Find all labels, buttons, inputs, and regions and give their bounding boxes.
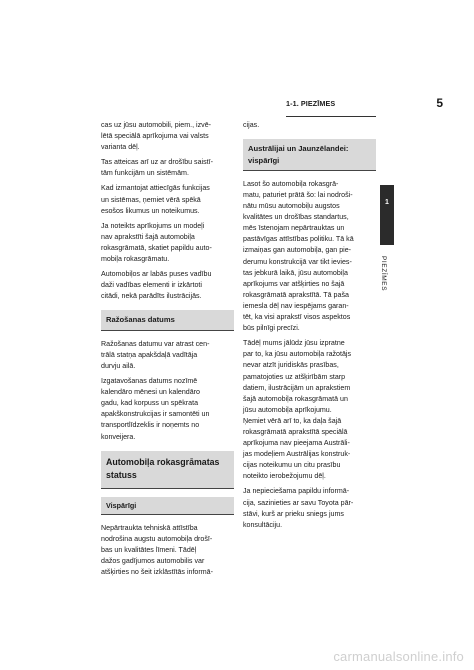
- intro-paragraph: cijas.: [243, 121, 260, 129]
- chapter-tab-label: [380, 250, 394, 310]
- paragraph: Nepārtraukta tehniskā attīstība nodrošina augstu automobiļa drošī- bas un kvalitātes līmeni. Tādēļ dažos gadījumos automobilis var atšķirties no šeit izklāstītās informā-: [101, 524, 213, 577]
- paragraph: Kad izmantojat attiecīgās funkcijas un sistēmas, ņemiet vērā spēkā esošos likumus un noteikumus.: [101, 184, 210, 215]
- header-divider: [286, 116, 376, 117]
- section-title: 1-1. PIEZĪMES: [286, 99, 336, 108]
- paragraph: Ražošanas datumu var atrast cen- trālā statņa apakšdaļā vadītāja durvju ailā.: [101, 339, 210, 370]
- watermark: carmanualsonline.info: [333, 649, 464, 664]
- page-header: [286, 98, 446, 112]
- paragraph: Izgatavošanas datums nozīmē kalendāro mēnesi un kalendāro gadu, kad korpuss un spēkrata apakškonstrukcijas ir samontēti un transportlīdzeklis ir noņemts no konveijera.: [101, 377, 210, 441]
- paragraph: Lasot šo automobiļa rokasgrā- matu, paturiet prātā šo: lai nodroši- nātu mūsu automobiļu augstos kvalitātes un drošības standartus, mēs īstenojam nepārtrauktas un pastāvīgas attīstības politiku. Tā kā izmaiņas gan automobiļa, gan pie- derumu konstrukcijā var tikt ievies- tas jebkurā laikā, jūsu automobiļa aprīkojums var atšķirties no šajā rokasgrāmatā aprakstītā. Tā paša iemesla dēļ nav iespējams garan- tēt, ka visi aprakstī visos aspektos būs pilnīgi precīzi.: [243, 179, 354, 333]
- intro-paragraph: cas uz jūsu automobili, piem., izvē- lētā speciālā aprīkojuma vai valsts varianta dēļ.: [101, 121, 211, 152]
- section-heading-manual-status: Automobiļa rokasgrāmatas statuss: [101, 451, 234, 489]
- section-heading-production-date: Ražošanas datums: [101, 310, 234, 330]
- page-number: 5: [436, 96, 443, 110]
- paragraph: Automobiļos ar labās puses vadību daži vadības elementi ir izkārtoti citādi, nekā parādīts ilustrācijās.: [101, 270, 212, 301]
- chapter-tab: [380, 185, 394, 245]
- left-column: [101, 120, 234, 583]
- right-column: [243, 120, 376, 535]
- paragraph: Ja noteikts aprīkojums un modeļi nav aprakstīti šajā automobiļa rokasgrāmatā, skatiet papildu auto- mobiļa rokasgrāmatu.: [101, 221, 212, 264]
- paragraph: Tas atteicas arī uz ar drošību saistī- tām funkcijām un sistēmām.: [101, 158, 213, 178]
- chapter-tab-label-text: PIEZĪMES: [380, 256, 387, 292]
- paragraph: Tādēļ mums jālūdz jūsu izpratne par to, ka jūsu automobiļa ražotājs nevar atzīt juridiskās prasības, pamatojoties uz atšķirībām starp datiem, ilustrācijām un aprakstiem šajā automobiļa rokasgrāmatā un jūsu automobiļa aprīkojumu. Ņemiet vērā arī to, ka daļa šajā rokasgrāmatā aprakstītā speciālā aprīkojuma nav pieejama Austrāli- jas modeļiem Austrālijas konstruk- cijas noteikumu un citu prasību noteikto ierobežojumu dēļ.: [243, 339, 352, 481]
- paragraph: Ja nepieciešama papildu informā- cija, sazinieties ar savu Toyota pār- stāvi, kurš ar prieku sniegs jums konsultāciju.: [243, 487, 354, 529]
- section-heading-australia-nz: Austrālijai un Jaunzēlandei: vispārīgi: [243, 139, 376, 171]
- subheading-general: Vispārīgi: [101, 497, 234, 515]
- chapter-tab-number: 1: [385, 199, 389, 206]
